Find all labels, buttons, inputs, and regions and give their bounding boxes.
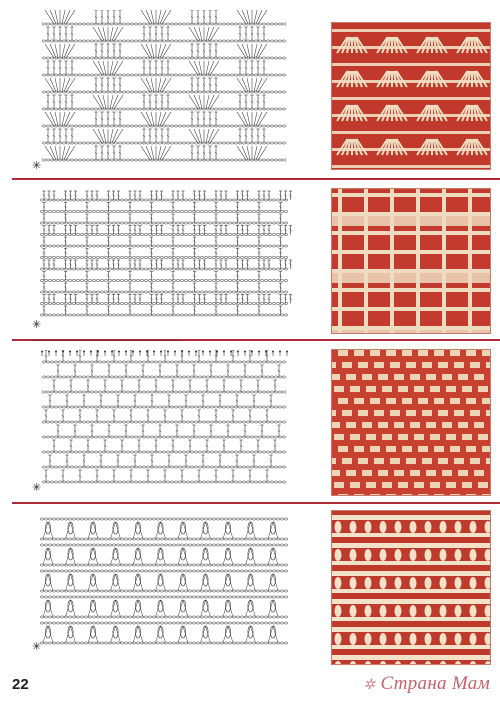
site-watermark xyxy=(363,673,490,695)
chart-1-svg xyxy=(30,10,300,166)
chart-3-svg xyxy=(30,350,300,490)
watermark-text: Страна Мам xyxy=(380,673,490,694)
pattern-section-3 xyxy=(0,342,500,502)
pattern-section-2 xyxy=(0,180,500,340)
chart-underline-2 xyxy=(30,340,182,341)
crochet-chart-2 xyxy=(30,185,300,320)
swatch-photo-1 xyxy=(331,22,491,170)
crochet-chart-4 xyxy=(30,515,300,653)
chart-2-svg xyxy=(30,185,300,320)
crochet-chart-3 xyxy=(30,350,300,490)
start-marker-icon: ✳ xyxy=(32,159,42,172)
chart-4-svg xyxy=(30,515,300,653)
watermark-star-icon: ✲ xyxy=(363,678,376,693)
start-marker-icon: ✳ xyxy=(32,640,42,653)
start-marker-icon: ✳ xyxy=(32,481,42,494)
swatch-photo-2 xyxy=(331,188,491,334)
page-number: 22 xyxy=(12,676,29,693)
swatch-photo-3 xyxy=(331,349,491,496)
start-marker-icon: ✳ xyxy=(32,318,42,331)
pattern-section-1 xyxy=(0,0,500,178)
swatch-photo-4 xyxy=(331,510,491,665)
section-divider-3 xyxy=(12,502,500,504)
pattern-section-4 xyxy=(0,505,500,665)
crochet-chart-1 xyxy=(30,10,300,166)
